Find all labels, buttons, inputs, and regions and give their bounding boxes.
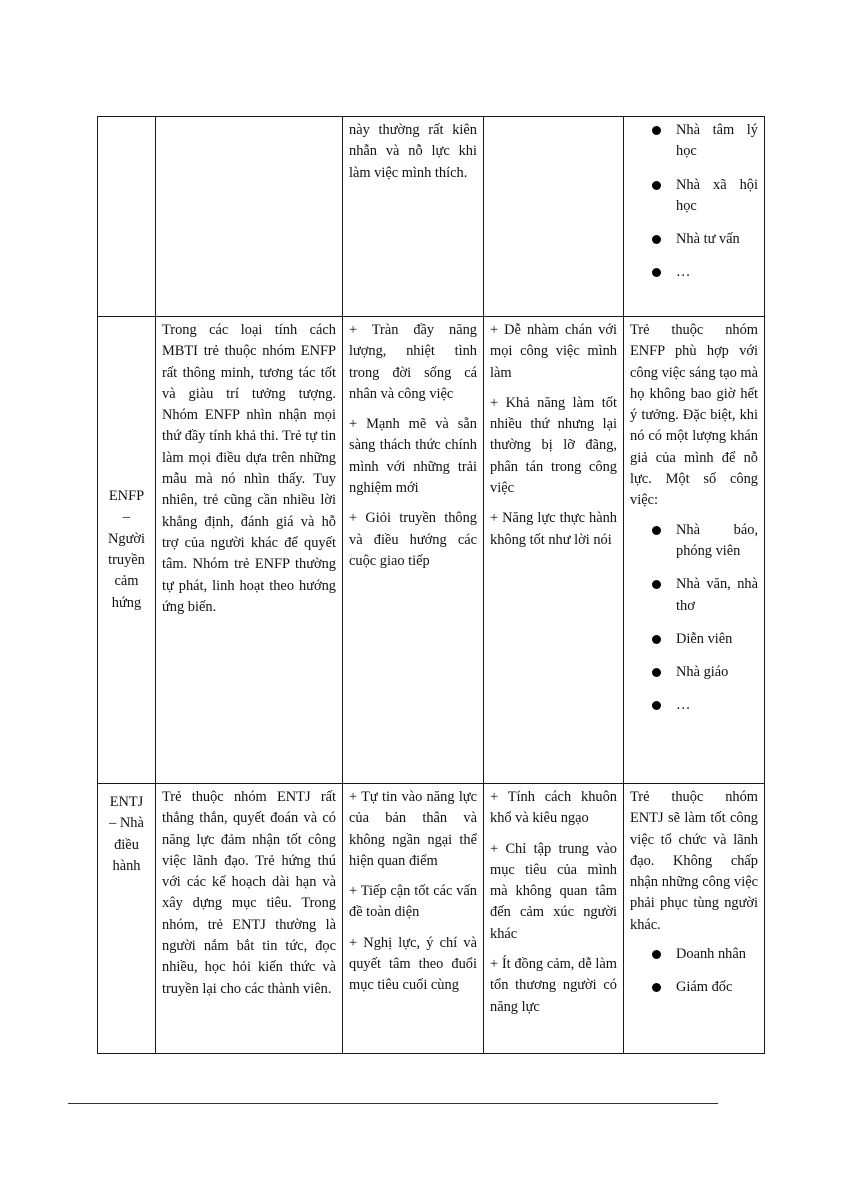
type-name: Người truyền cảm hứng [108, 530, 145, 611]
type-dash: – Nhà [109, 815, 144, 832]
type-cell [98, 117, 156, 317]
description-cell [156, 117, 343, 317]
bullet-icon [652, 983, 661, 992]
career-item: Nhà văn, nhà thơ [650, 574, 758, 617]
strengths-cell [343, 784, 484, 1054]
mbti-personality-table [97, 116, 765, 1054]
table-row [98, 317, 765, 784]
weakness-item: + Năng lực thực hành không tốt như lời nói [490, 510, 617, 548]
weaknesses-cell [484, 784, 624, 1054]
careers-cell [624, 117, 765, 317]
table-row [98, 117, 765, 317]
careers-intro: Trẻ thuộc nhóm ENFP phù hợp với công việc sáng tạo mà họ không bao giờ hết ý tưởng. Đặc biệt, khi nó có một lượng khán giả của mình để nỗ lực. Một số công việc: [630, 322, 758, 509]
weaknesses-cell [484, 117, 624, 317]
career-item: Nhà giáo [650, 662, 758, 683]
weakness-item: + Tính cách khuôn khổ và kiêu ngạo [490, 789, 617, 827]
type-code: ENTJ [109, 794, 144, 810]
career-item: Nhà tâm lý học [650, 120, 758, 163]
description-text: Trẻ thuộc nhóm ENTJ rất thẳng thắn, quyết đoán và có năng lực đảm nhận tốt công việc lãnh đạo. Trẻ hứng thú với các kế hoạch dài hạn và xây dựng mục tiêu. Trong nhóm, trẻ ENTJ thường là người nắm bắt tin tức, đọc nhiều, học hỏi kiến thức và truyền lại cho các thành viên. [162, 789, 336, 997]
career-item: Nhà tư vấn [650, 229, 758, 250]
bullet-icon [652, 701, 661, 710]
strength-item: + Tràn đầy năng lượng, nhiệt tình trong đời sống cá nhân và công việc [349, 322, 477, 402]
footer-divider [68, 1103, 718, 1104]
bullet-icon [652, 950, 661, 959]
career-item: Nhà báo, phóng viên [650, 520, 758, 563]
strength-item: + Tiếp cận tốt các vấn đề toàn diện [349, 883, 477, 921]
bullet-icon [652, 126, 661, 135]
weaknesses-cell [484, 317, 624, 784]
bullet-icon [652, 181, 661, 190]
bullet-icon [652, 668, 661, 677]
careers-cell [624, 784, 765, 1054]
strength-item: + Tự tin vào năng lực của bản thân và không ngần ngại thể hiện quan điểm [349, 789, 477, 869]
career-list [630, 120, 758, 284]
type-name: điều hành [112, 836, 141, 874]
type-cell [98, 784, 156, 1054]
career-item: … [650, 695, 758, 716]
weakness-item: + Khả năng làm tốt nhiều thứ nhưng lại thường bị lỡ đãng, phân tán trong công việc [490, 394, 617, 497]
strengths-cell [343, 117, 484, 317]
weakness-item: + Ít đồng cảm, dễ làm tổn thương người có năng lực [490, 956, 617, 1015]
bullet-icon [652, 268, 661, 277]
career-item: Diễn viên [650, 629, 758, 650]
career-list [630, 944, 758, 999]
table-row [98, 784, 765, 1054]
strength-item: này thường rất kiên nhẫn và nỗ lực khi làm việc mình thích. [349, 122, 477, 181]
career-item: Giám đốc [650, 977, 758, 998]
bullet-icon [652, 635, 661, 644]
bullet-icon [652, 235, 661, 244]
career-item: … [650, 262, 758, 283]
type-dash: – [122, 509, 131, 526]
careers-intro: Trẻ thuộc nhóm ENTJ sẽ làm tốt công việc tổ chức và lãnh đạo. Không chấp nhận những công việc phải phục tùng người khác. [630, 789, 758, 933]
career-item: Doanh nhân [650, 944, 758, 965]
description-cell [156, 784, 343, 1054]
description-text: Trong các loại tính cách MBTI trẻ thuộc nhóm ENFP rất thông minh, tương tác tốt và giàu trí tưởng tượng. Nhóm ENFP nhìn nhận mọi thứ đầy tính khả thi. Trẻ tự tin làm mọi điều dựa trên những mẫu mà nó nhìn thấy. Tuy nhiên, trẻ cũng cần nhiều lời khẳng định, đánh giá và hỗ trợ của người khác để quyết tâm. Nhóm trẻ ENFP thường tự phát, linh hoạt theo hướng ứng biến. [162, 322, 336, 615]
strength-item: + Mạnh mẽ và sẵn sàng thách thức chính mình với những trải nghiệm mới [349, 416, 477, 497]
bullet-icon [652, 526, 661, 535]
careers-cell [624, 317, 765, 784]
weakness-item: + Chỉ tập trung vào mục tiêu của mình mà không quan tâm đến cảm xúc người khác [490, 840, 617, 942]
strengths-cell [343, 317, 484, 784]
description-cell [156, 317, 343, 784]
strength-item: + Nghị lực, ý chí và quyết tâm theo đuổi mục tiêu cuối cùng [349, 934, 477, 994]
bullet-icon [652, 580, 661, 589]
weakness-item: + Dễ nhàm chán với mọi công việc mình làm [490, 322, 617, 381]
type-cell [98, 317, 156, 784]
type-code: ENFP [108, 488, 145, 505]
strength-item: + Giỏi truyền thông và điều hướng các cuộc giao tiếp [349, 510, 477, 569]
career-list [630, 520, 758, 717]
career-item: Nhà xã hội học [650, 175, 758, 218]
